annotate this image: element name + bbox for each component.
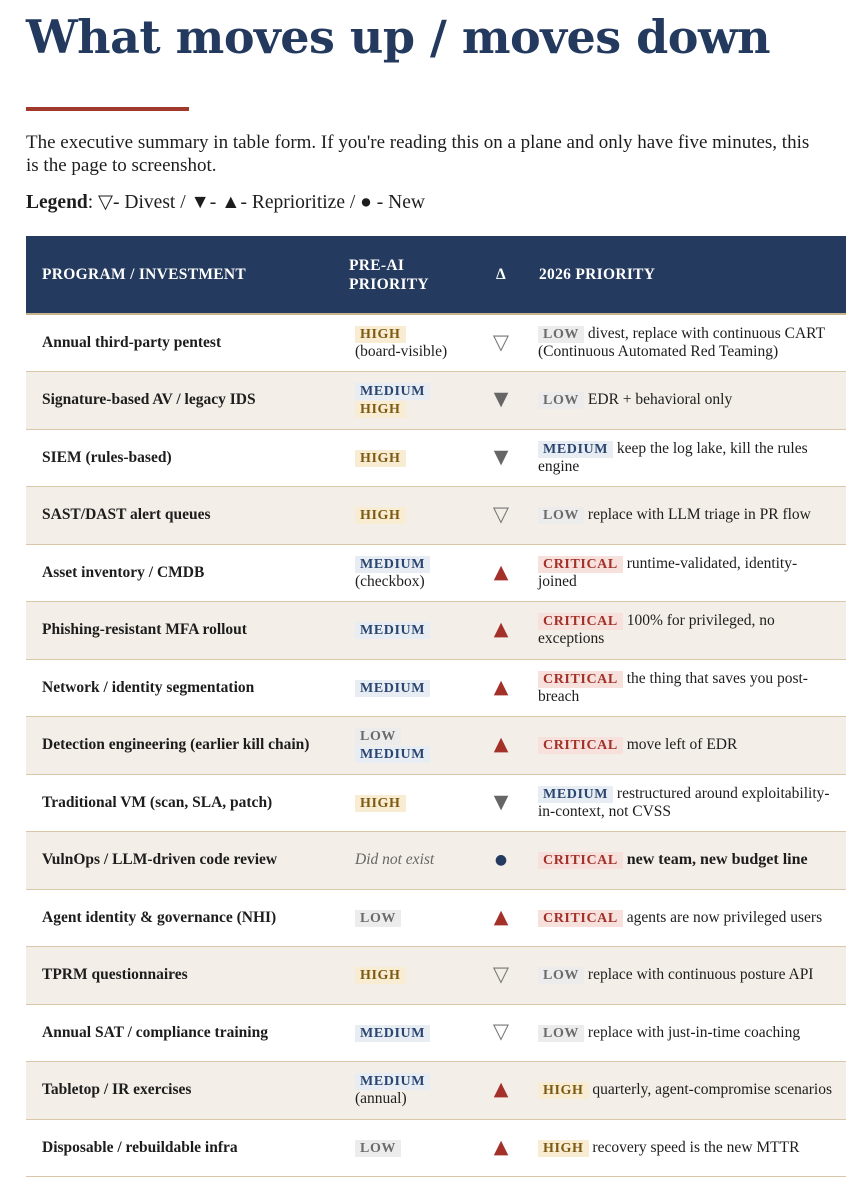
- delta-cell: [473, 659, 529, 717]
- pre-ai-priority-cell: [333, 314, 473, 372]
- header-2026-priority: 2026 PRIORITY: [529, 236, 846, 314]
- pre-ai-priority-cell: [333, 372, 473, 430]
- priority-table: [26, 236, 846, 1177]
- priority-line: [355, 325, 473, 343]
- pre-ai-priority-cell: [333, 717, 473, 775]
- program-name: Asset inventory / CMDB: [26, 544, 333, 602]
- program-name: SIEM (rules-based): [26, 429, 333, 487]
- priority-line: [355, 1090, 473, 1108]
- program-name: Annual third-party pentest: [26, 314, 333, 372]
- priority-description: move left of EDR: [626, 736, 738, 754]
- triangle-up-icon: ▲: [493, 1078, 509, 1101]
- priority-badge: HIGH: [538, 1082, 589, 1099]
- priority-badge: LOW: [355, 728, 401, 745]
- delta-cell: [473, 602, 529, 660]
- priority-description: runtime-validated, identity-joined: [538, 554, 798, 590]
- priority-2026-cell: [529, 429, 846, 487]
- delta-cell: [473, 544, 529, 602]
- priority-line: [355, 621, 473, 639]
- triangle-up-icon: ▲: [493, 675, 509, 698]
- pre-ai-priority-cell: [333, 602, 473, 660]
- table-row: [26, 602, 846, 660]
- triangle-down-icon: ▼: [493, 445, 509, 468]
- triangle-down-outline-icon: ▽: [492, 329, 510, 354]
- priority-2026-cell: [529, 1119, 846, 1177]
- priority-note: Did not exist: [355, 851, 435, 869]
- priority-badge: LOW: [538, 507, 584, 524]
- table-header-row: [26, 236, 846, 314]
- priority-2026-cell: [529, 487, 846, 545]
- delta-cell: [473, 832, 529, 890]
- triangle-down-outline-icon: ▽: [492, 1019, 510, 1044]
- triangle-down-icon: ▼: [493, 790, 509, 813]
- triangle-down-outline-icon: ▽: [492, 961, 510, 986]
- delta-cell: [473, 487, 529, 545]
- priority-badge: CRITICAL: [538, 910, 623, 927]
- priority-line: [355, 1024, 473, 1042]
- priority-line: [355, 851, 473, 869]
- pre-ai-priority-cell: [333, 947, 473, 1005]
- legend: [26, 190, 425, 214]
- priority-2026-cell: [529, 602, 846, 660]
- priority-line: [355, 449, 473, 467]
- page-title: What moves up / moves down: [26, 10, 771, 64]
- priority-badge: HIGH: [355, 795, 406, 812]
- priority-description: keep the log lake, kill the rules engine: [538, 439, 808, 475]
- title-underline: [26, 107, 189, 111]
- priority-line: [355, 555, 473, 573]
- triangle-up-icon: ▲: [493, 733, 509, 756]
- pre-ai-priority-cell: [333, 832, 473, 890]
- table-body: [26, 314, 846, 1177]
- priority-description: 100% for privileged, no exceptions: [538, 612, 775, 648]
- priority-description: recovery speed is the new MTTR: [592, 1138, 800, 1156]
- program-name: Detection engineering (earlier kill chain): [26, 717, 333, 775]
- delta-cell: [473, 372, 529, 430]
- priority-badge: CRITICAL: [538, 852, 623, 869]
- priority-2026-cell: [529, 1004, 846, 1062]
- pre-ai-priority-cell: [333, 1004, 473, 1062]
- delta-cell: [473, 774, 529, 832]
- priority-badge: CRITICAL: [538, 556, 623, 573]
- priority-badge: MEDIUM: [355, 1025, 430, 1042]
- priority-2026-cell: [529, 659, 846, 717]
- table-row: [26, 1119, 846, 1177]
- priority-line: [355, 909, 473, 927]
- program-name: SAST/DAST alert queues: [26, 487, 333, 545]
- priority-line: [355, 679, 473, 697]
- priority-description: replace with continuous posture API: [587, 966, 814, 984]
- pre-ai-priority-cell: [333, 774, 473, 832]
- priority-qualifier: (annual): [355, 1090, 407, 1108]
- priority-line: [355, 382, 473, 400]
- delta-cell: [473, 429, 529, 487]
- legend-label: Legend: [26, 192, 88, 213]
- table-row: [26, 487, 846, 545]
- priority-description: the thing that saves you post-breach: [538, 669, 808, 705]
- priority-2026-cell: [529, 947, 846, 1005]
- pre-ai-priority-cell: [333, 889, 473, 947]
- priority-line: [355, 1139, 473, 1157]
- priority-2026-cell: [529, 544, 846, 602]
- program-name: TPRM questionnaires: [26, 947, 333, 1005]
- priority-badge: LOW: [355, 1140, 401, 1157]
- delta-cell: [473, 1004, 529, 1062]
- priority-badge: MEDIUM: [355, 1073, 430, 1090]
- pre-ai-priority-cell: [333, 1119, 473, 1177]
- priority-badge: LOW: [538, 1025, 584, 1042]
- program-name: Network / identity segmentation: [26, 659, 333, 717]
- priority-line: [355, 794, 473, 812]
- priority-description: quarterly, agent-compromise scenarios: [592, 1081, 832, 1099]
- priority-line: [355, 573, 473, 591]
- priority-2026-cell: [529, 314, 846, 372]
- program-name: Agent identity & governance (NHI): [26, 889, 333, 947]
- pre-ai-priority-cell: [333, 487, 473, 545]
- priority-badge: LOW: [538, 392, 584, 409]
- triangle-up-icon: ▲: [493, 905, 509, 928]
- triangle-down-icon: ▼: [493, 388, 509, 411]
- priority-2026-cell: [529, 832, 846, 890]
- program-name: Disposable / rebuildable infra: [26, 1119, 333, 1177]
- triangle-up-icon: ▲: [493, 1135, 509, 1158]
- pre-ai-priority-cell: [333, 659, 473, 717]
- legend-text: : ▽- Divest / ▼- ▲- Reprioritize / ● - New: [87, 192, 425, 213]
- program-name: VulnOps / LLM-driven code review: [26, 832, 333, 890]
- program-name: Annual SAT / compliance training: [26, 1004, 333, 1062]
- table-row: [26, 1062, 846, 1120]
- table-row: [26, 544, 846, 602]
- pre-ai-priority-cell: [333, 429, 473, 487]
- delta-cell: [473, 314, 529, 372]
- priority-line: [355, 1072, 473, 1090]
- priority-badge: MEDIUM: [355, 383, 430, 400]
- pre-ai-priority-cell: [333, 1062, 473, 1120]
- priority-badge: HIGH: [538, 1140, 589, 1157]
- priority-badge: MEDIUM: [538, 786, 613, 803]
- priority-badge: HIGH: [355, 507, 406, 524]
- priority-qualifier: (board-visible): [355, 343, 448, 360]
- table-row: [26, 314, 846, 372]
- priority-line: [355, 343, 473, 361]
- priority-description: EDR + behavioral only: [587, 391, 733, 409]
- priority-badge: CRITICAL: [538, 613, 623, 630]
- header-pre-ai-priority: PRE-AI PRIORITY: [333, 236, 473, 314]
- header-program: PROGRAM / INVESTMENT: [26, 236, 333, 314]
- priority-badge: LOW: [355, 910, 401, 927]
- delta-cell: [473, 1119, 529, 1177]
- triangle-up-icon: ▲: [493, 618, 509, 641]
- priority-line: [355, 400, 473, 418]
- table-row: [26, 947, 846, 1005]
- priority-description: new team, new budget line: [626, 851, 808, 869]
- priority-badge: HIGH: [355, 450, 406, 467]
- program-name: Tabletop / IR exercises: [26, 1062, 333, 1120]
- priority-badge: LOW: [538, 967, 584, 984]
- priority-line: [355, 745, 473, 763]
- program-name: Phishing-resistant MFA rollout: [26, 602, 333, 660]
- dot-icon: ●: [494, 852, 508, 869]
- priority-badge: MEDIUM: [538, 441, 613, 458]
- table-row: [26, 429, 846, 487]
- priority-line: [355, 727, 473, 745]
- triangle-down-outline-icon: ▽: [492, 501, 510, 526]
- priority-2026-cell: [529, 717, 846, 775]
- priority-2026-cell: [529, 889, 846, 947]
- priority-2026-cell: [529, 372, 846, 430]
- delta-cell: [473, 889, 529, 947]
- priority-badge: CRITICAL: [538, 671, 623, 688]
- table-row: [26, 832, 846, 890]
- triangle-up-icon: ▲: [493, 560, 509, 583]
- table-row: [26, 717, 846, 775]
- priority-badge: HIGH: [355, 967, 406, 984]
- priority-description: replace with just-in-time coaching: [587, 1023, 801, 1041]
- priority-badge: LOW: [538, 326, 584, 343]
- priority-description: replace with LLM triage in PR flow: [587, 506, 811, 524]
- priority-badge: CRITICAL: [538, 737, 623, 754]
- priority-line: [355, 966, 473, 984]
- table-row: [26, 372, 846, 430]
- pre-ai-priority-cell: [333, 544, 473, 602]
- delta-cell: [473, 947, 529, 1005]
- table-row: [26, 889, 846, 947]
- priority-qualifier: (checkbox): [355, 572, 425, 590]
- table-row: [26, 659, 846, 717]
- program-name: Traditional VM (scan, SLA, patch): [26, 774, 333, 832]
- header-delta: Δ: [473, 236, 529, 314]
- delta-cell: [473, 1062, 529, 1120]
- priority-badge: MEDIUM: [355, 622, 430, 639]
- priority-badge: HIGH: [355, 401, 406, 418]
- priority-badge: MEDIUM: [355, 746, 430, 763]
- priority-description: divest, replace with continuous CART (Continuous Automated Red Teaming): [538, 325, 825, 360]
- priority-2026-cell: [529, 1062, 846, 1120]
- priority-badge: MEDIUM: [355, 556, 430, 573]
- priority-description: restructured around exploitability-in-context, not CVSS: [538, 784, 830, 820]
- priority-badge: MEDIUM: [355, 680, 430, 697]
- priority-badge: HIGH: [355, 326, 406, 343]
- table-row: [26, 774, 846, 832]
- delta-cell: [473, 717, 529, 775]
- table-row: [26, 1004, 846, 1062]
- priority-line: [355, 506, 473, 524]
- program-name: Signature-based AV / legacy IDS: [26, 372, 333, 430]
- priority-2026-cell: [529, 774, 846, 832]
- intro-paragraph: The executive summary in table form. If you're reading this on a plane and only have five minutes, this is the page to screenshot.: [26, 132, 810, 176]
- priority-description: agents are now privileged users: [626, 908, 823, 926]
